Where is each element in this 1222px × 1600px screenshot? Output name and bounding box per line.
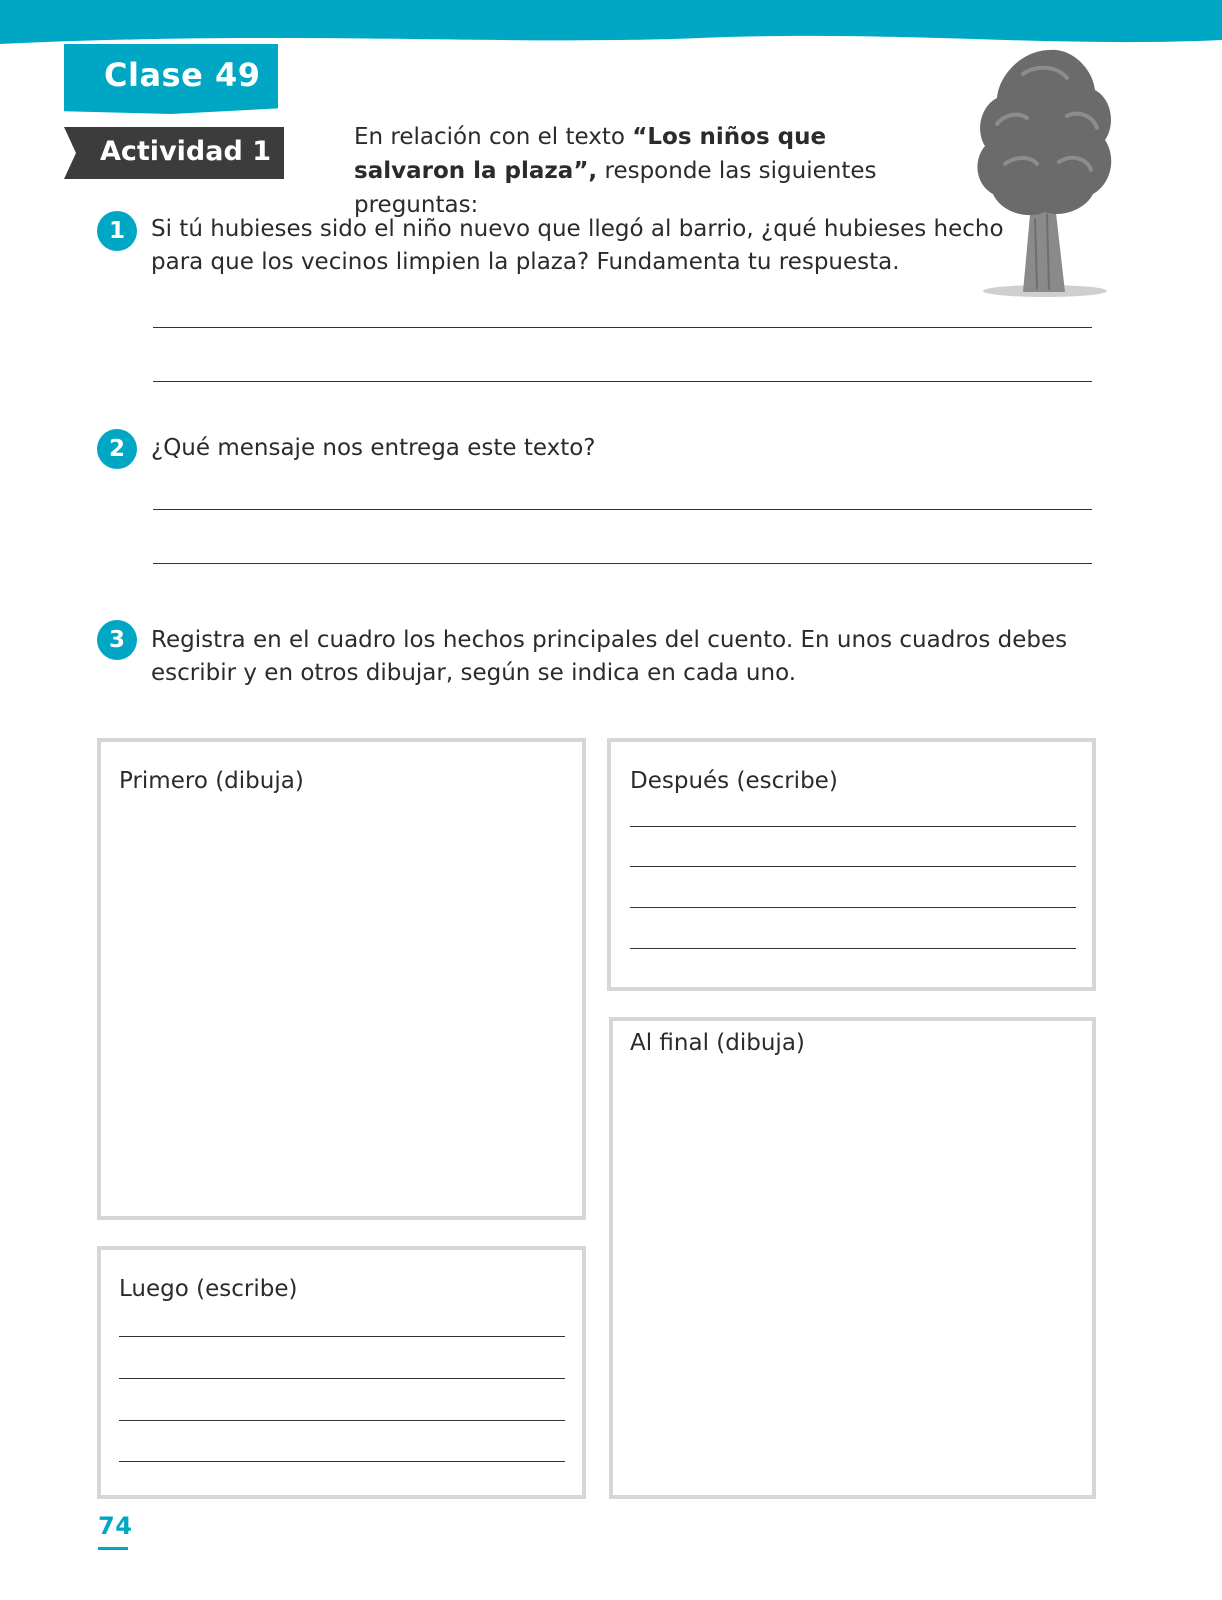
question-3-line-1: Registra en el cuadro los hechos principales del cuento. En unos cuadros debes	[151, 627, 1068, 653]
question-2-line-1: ¿Qué mensaje nos entrega este texto?	[151, 435, 596, 461]
page-number-underline	[98, 1547, 128, 1550]
despues-line-1[interactable]	[630, 826, 1076, 827]
intro-suffix: responde las siguientes preguntas:	[354, 158, 877, 218]
box-al-final-label: Al final (dibuja)	[630, 1030, 805, 1056]
intro-text	[354, 120, 934, 222]
actividad-label: Actividad 1	[100, 136, 271, 167]
intro-prefix: En relación con el texto	[354, 124, 633, 150]
box-despues-label: Después (escribe)	[630, 768, 838, 794]
clase-title: Clase 49	[104, 56, 261, 94]
page-number: 74	[98, 1512, 133, 1540]
question-3-number: 3	[97, 620, 137, 660]
despues-line-3[interactable]	[630, 907, 1076, 908]
luego-line-1[interactable]	[119, 1336, 565, 1337]
tree-icon	[975, 44, 1125, 304]
question-1-line-1: Si tú hubieses sido el niño nuevo que llegó al barrio, ¿qué hubieses hecho	[151, 216, 1004, 242]
luego-line-3[interactable]	[119, 1420, 565, 1421]
despues-line-4[interactable]	[630, 948, 1076, 949]
despues-line-2[interactable]	[630, 866, 1076, 867]
question-3-line-2: escribir y en otros dibujar, según se indica en cada uno.	[151, 660, 797, 686]
luego-line-4[interactable]	[119, 1461, 565, 1462]
answer-line-2a[interactable]	[153, 509, 1092, 510]
intro-story-title: “Los niños que salvaron la plaza”,	[354, 124, 827, 184]
question-1-number: 1	[97, 211, 137, 251]
box-luego-label: Luego (escribe)	[119, 1276, 298, 1302]
question-1-line-2: para que los vecinos limpien la plaza? Fundamenta tu respuesta.	[151, 249, 900, 275]
question-2-number: 2	[97, 429, 137, 469]
box-al-final[interactable]	[609, 1017, 1096, 1499]
box-primero-label: Primero (dibuja)	[119, 768, 304, 794]
answer-line-1a[interactable]	[153, 327, 1092, 328]
box-primero[interactable]	[97, 738, 586, 1220]
answer-line-2b[interactable]	[153, 563, 1092, 564]
luego-line-2[interactable]	[119, 1378, 565, 1379]
answer-line-1b[interactable]	[153, 381, 1092, 382]
